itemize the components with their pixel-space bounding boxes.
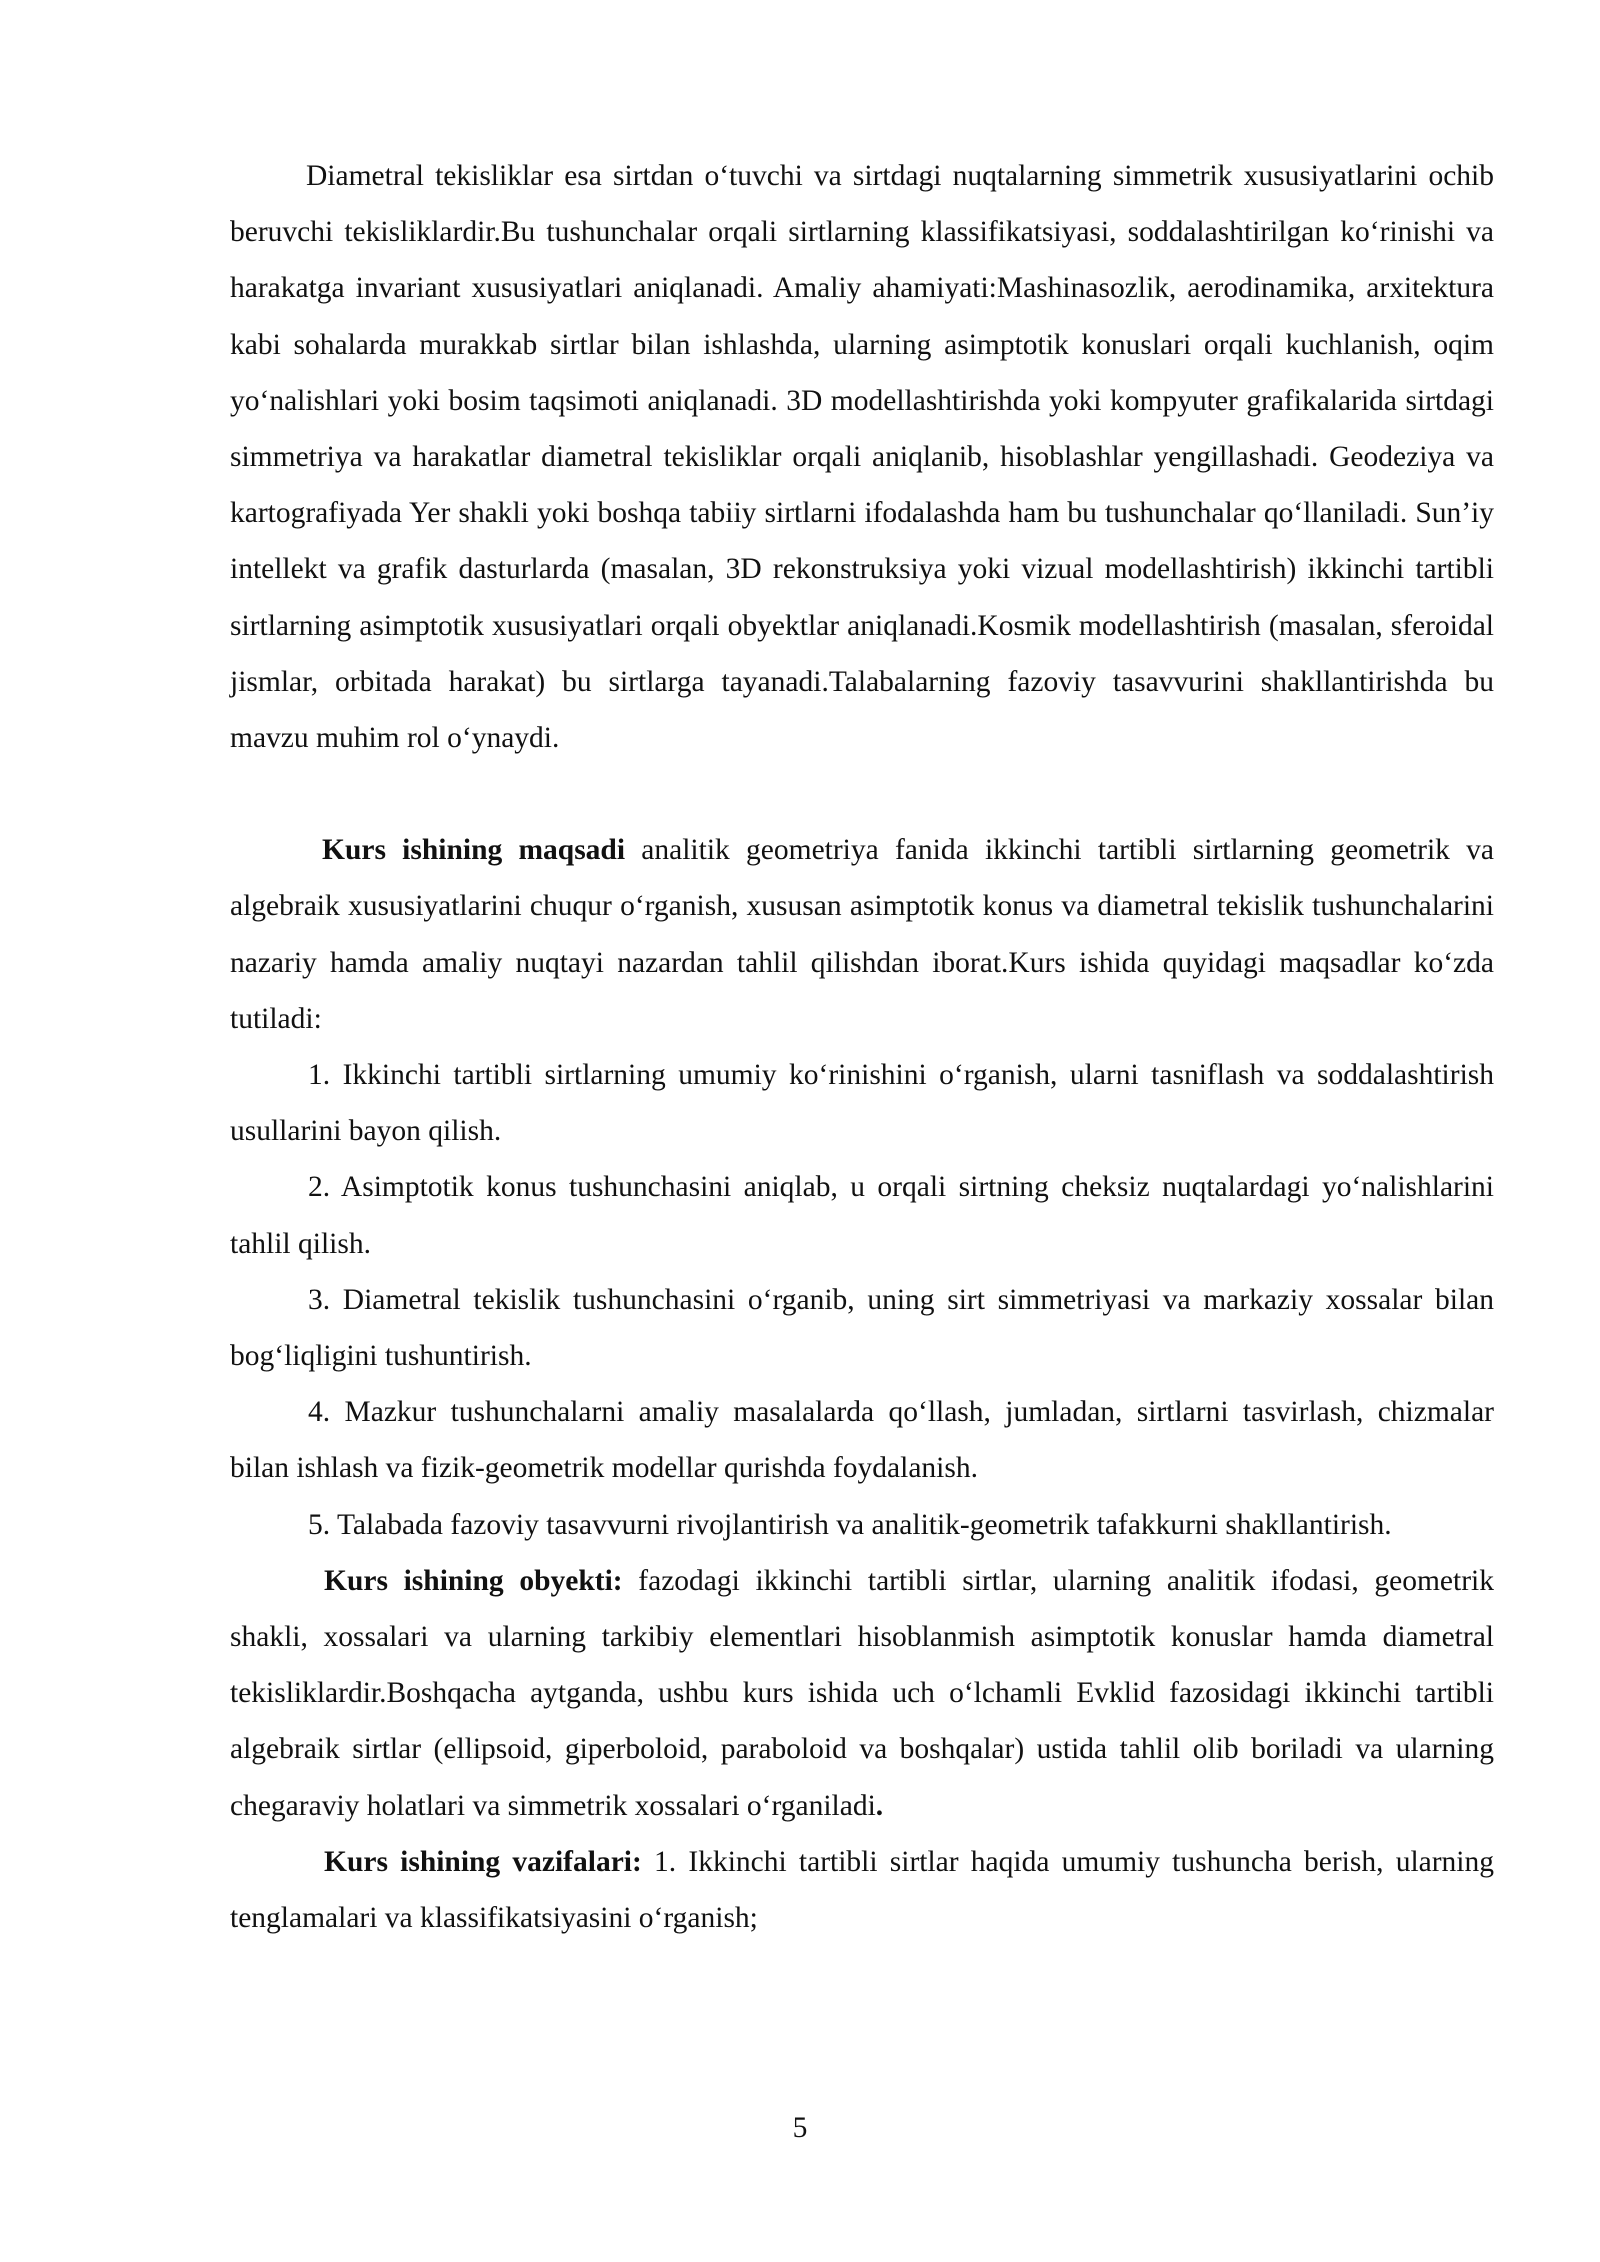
page-number: 5 [792, 2112, 808, 2144]
tasks-text: 1. Ikkinchi tartibli sirtlar haqida umumiy tushuncha berish, ularning tenglamalari va klassifikatsiyasini o‘rganish; [230, 1845, 1494, 1935]
goal-text: analitik geometriya fanida ikkinchi tartibli sirtlarning geometrik va algebraik xususiyatlarini chuqur o‘rganish, xususan asimptotik konus va diametral tekislik tushunchalarini nazariy hamda amaliy nuqtayi nazardan tahlil qilishdan iborat.Kurs ishida quyidagi maqsadlar ko‘zda tutiladi: [230, 834, 1494, 1035]
paragraph-intro: Diametral tekisliklar esa sirtdan o‘tuvchi va sirtdagi nuqtalarning simmetrik xususiyatlarini ochib beruvchi tekisliklardir.Bu tushunchalar orqali sirtlarning klassifikatsiyasi, soddalashtirilgan ko‘rinishi va harakatga invariant xususiyatlari aniqlanadi. Amaliy ahamiyati:Mashinasozlik, aerodinamika, arxitektura kabi sohalarda murakkab sirtlar bilan ishlashda, ularning asimptotik konuslari orqali kuchlanish, oqim yo‘nalishlari yoki bosim taqsimoti aniqlanadi. 3D modellashtirishda yoki kompyuter grafikalarida sirtdagi simmetriya va harakatlar diametral tekisliklar orqali aniqlanib, hisoblashlar yengillashadi. Geodeziya va kartografiyada Yer shakli yoki boshqa tabiiy sirtlarni ifodalashda ham bu tushunchalar qo‘llaniladi. Sun’iy intellekt va grafik dasturlarda (masalan, 3D rekonstruksiya yoki vizual modellashtirish) ikkinchi tartibli sirtlarning asimptotik xususiyatlari orqali obyektlar aniqlanadi.Kosmik modellashtirish (masalan, sferoidal jismlar, orbitada harakat) bu sirtlarga tayanadi.Talabalarning fazoviy tasavvurini shakllantirishda bu mavzu muhim rol o‘ynaydi. [230, 160, 1494, 755]
list-item-1: 1. Ikkinchi tartibli sirtlarning umumiy ko‘rinishini o‘rganish, ularni tasniflash va soddalashtirish usullarini bayon qilish. [230, 1059, 1494, 1148]
list-item-5: 5. Talabada fazoviy tasavvurni rivojlantirish va analitik-geometrik tafakkurni shakllantirish. [308, 1508, 1392, 1541]
list-item-4: 4. Mazkur tushunchalarni amaliy masalalarda qo‘llash, jumladan, sirtlarni tasvirlash, chizmalar bilan ishlash va fizik-geometrik modellar qurishda foydalanish. [230, 1396, 1494, 1485]
object-text: fazodagi ikkinchi tartibli sirtlar, ularning analitik ifodasi, geometrik shakli, xossalari va ularning tarkibiy elementlari hisoblanmish asimptotik konuslar hamda diametral tekisliklardir.Boshqacha aytganda, ushbu kurs ishida uch o‘lchamli Evklid fazosidagi ikkinchi tartibli algebraik sirtlar (ellipsoid, giperboloid, paraboloid va boshqalar) ustida tahlil olib boriladi va ularning chegaraviy holatlari va simmetrik xossalari o‘rganiladi [230, 1564, 1494, 1822]
paragraph-goal [230, 822, 1494, 1047]
tasks-heading: Kurs ishining vazifalari: [324, 1845, 642, 1878]
list-item-2: 2. Asimptotik konus tushunchasini aniqlab, u orqali sirtning cheksiz nuqtalardagi yo‘nalishlarini tahlil qilish. [230, 1171, 1494, 1260]
paragraph-tasks [230, 1834, 1494, 1946]
paragraph-object [230, 1553, 1494, 1834]
object-end: . [875, 1789, 884, 1822]
list-item-3: 3. Diametral tekislik tushunchasini o‘rganib, uning sirt simmetriyasi va markaziy xossalar bilan bog‘liqligini tushuntirish. [230, 1283, 1494, 1373]
document-page [230, 148, 1494, 1946]
goal-heading: Kurs ishining maqsadi [322, 834, 626, 867]
object-heading: Kurs ishining obyekti: [324, 1564, 623, 1597]
